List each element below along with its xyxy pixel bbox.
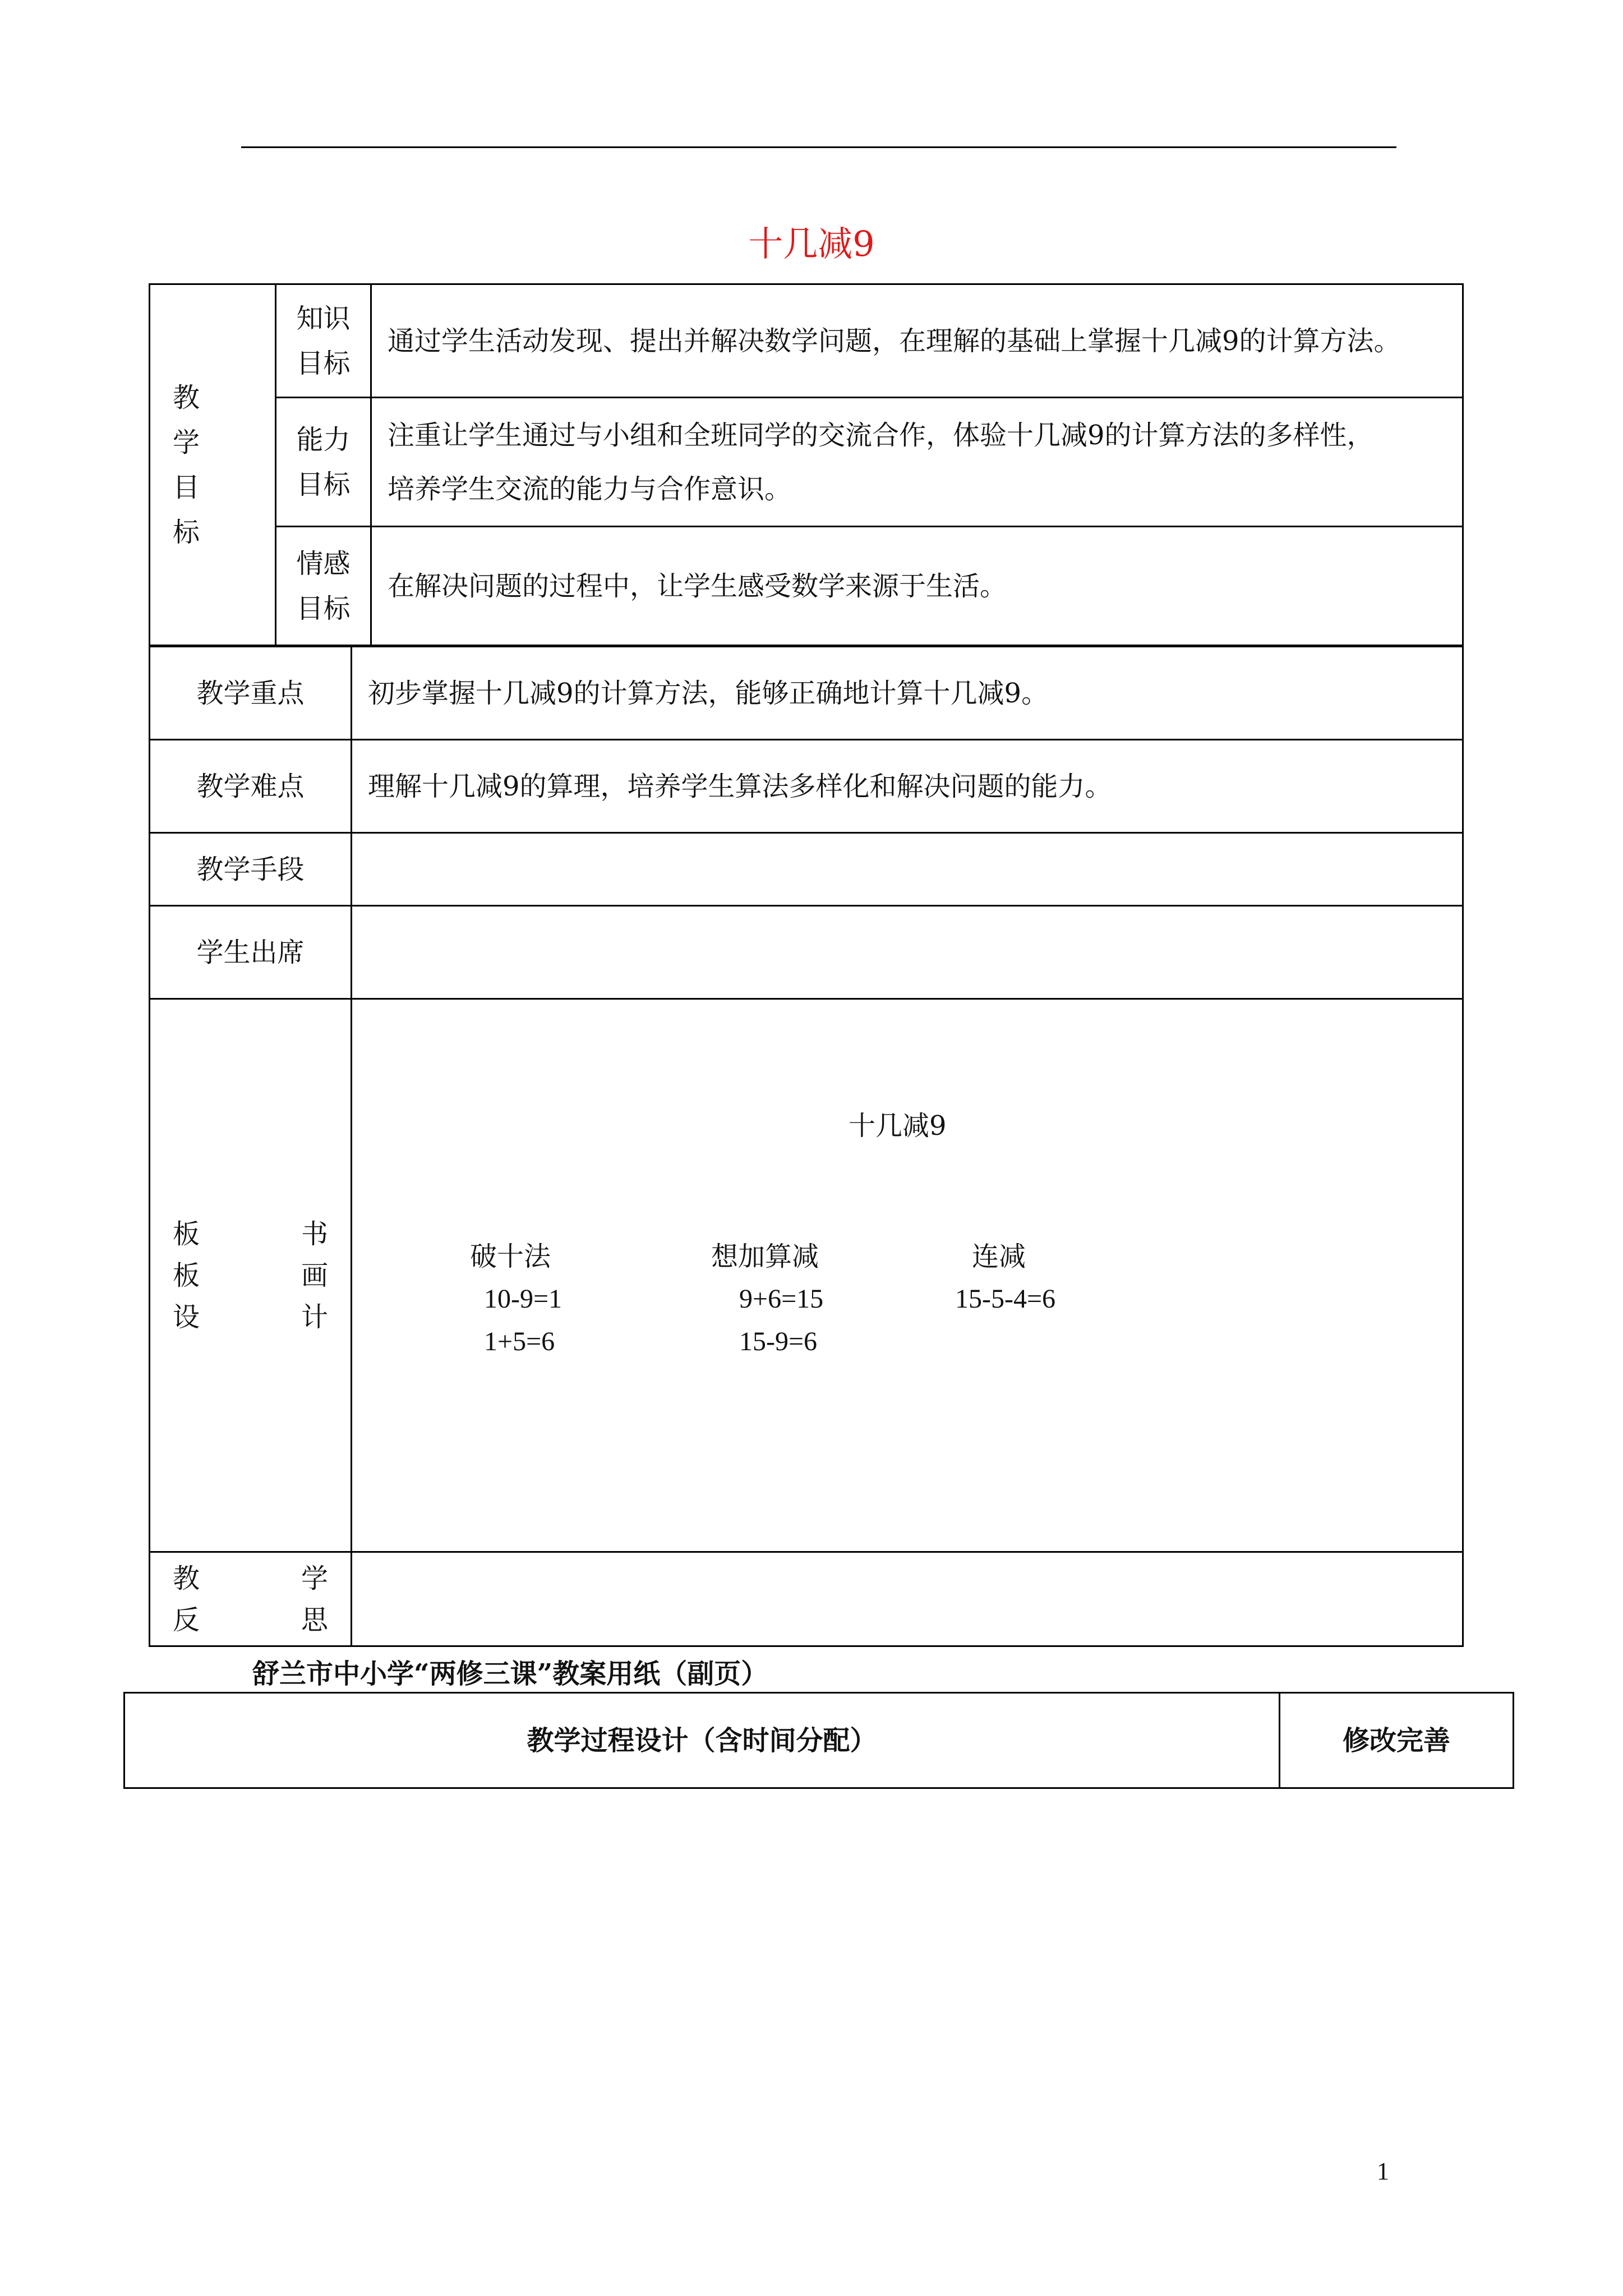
footer-note: 舒兰市中小学“两修三课”教案用纸（副页） [252, 1658, 768, 1690]
revision-header: 修改完善 [1280, 1693, 1514, 1788]
attendance-text [352, 906, 1463, 999]
objectives-label [150, 284, 276, 646]
ability-label-line1: 能力 [296, 424, 351, 455]
board-content [352, 999, 1463, 1552]
reflection-text [352, 1552, 1463, 1646]
board-label-2a: 板 [173, 1259, 200, 1291]
objectives-label-line2: 目 标 [173, 471, 227, 548]
method-name: 破十法 [470, 1241, 551, 1272]
page-title: 十几减9 [748, 223, 875, 264]
equation: 15-5-4=6 [955, 1284, 1056, 1314]
method-continuous-subtract [955, 1235, 1055, 1320]
board-label-3b: 计 [301, 1301, 328, 1333]
emotion-label [276, 527, 371, 646]
key-point-text: 初步掌握十几减9的计算方法，能够正确地计算十几减9。 [352, 647, 1463, 740]
board-label-2b: 画 [301, 1259, 328, 1291]
equation: 10-9=1 [484, 1284, 562, 1314]
teaching-means-text [352, 833, 1463, 906]
board-title: 十几减9 [849, 1110, 947, 1142]
attendance-label: 学生出席 [150, 906, 352, 999]
reflection-label-1b: 学 [301, 1562, 328, 1594]
objectives-table [149, 283, 1464, 646]
reflection-label-1a: 教 [173, 1562, 200, 1594]
objectives-label-line1: 教 学 [173, 381, 227, 458]
emotion-text: 在解决问题的过程中，让学生感受数学来源于生活。 [371, 527, 1463, 646]
equation: 9+6=15 [739, 1284, 824, 1314]
board-label-3a: 设 [173, 1301, 200, 1333]
reflection-label-2b: 思 [301, 1604, 328, 1636]
process-table [123, 1692, 1514, 1789]
ability-text-line1: 注重让学生通过与小组和全班同学的交流合作，体验十几减9的计算方法的多样性， [388, 419, 1374, 451]
knowledge-label-line1: 知识 [296, 302, 351, 334]
reflection-label [150, 1552, 352, 1646]
reflection-label-2a: 反 [173, 1604, 200, 1636]
process-design-header: 教学过程设计（含时间分配） [125, 1693, 1280, 1788]
board-label-1a: 板 [173, 1218, 200, 1250]
ability-label [276, 398, 371, 527]
method-add-to-subtract [711, 1235, 823, 1363]
lesson-table [149, 646, 1464, 1647]
difficulty-label: 教学难点 [150, 740, 352, 833]
ability-text [371, 398, 1463, 527]
equation: 1+5=6 [484, 1327, 555, 1356]
knowledge-label-line2: 目标 [296, 347, 351, 379]
ability-text-line2: 培养学生交流的能力与合作意识。 [388, 473, 792, 505]
header-rule [241, 146, 1396, 148]
board-label [150, 999, 352, 1552]
method-name: 连减 [972, 1241, 1026, 1272]
board-label-1b: 书 [301, 1218, 328, 1250]
method-name: 想加算减 [711, 1241, 819, 1272]
teaching-means-label: 教学手段 [150, 833, 352, 906]
equation: 15-9=6 [739, 1327, 818, 1356]
knowledge-text: 通过学生活动发现、提出并解决数学问题，在理解的基础上掌握十几减9的计算方法。 [371, 284, 1463, 398]
difficulty-text: 理解十几减9的算理，培养学生算法多样化和解决问题的能力。 [352, 740, 1463, 833]
emotion-label-line1: 情感 [296, 547, 351, 579]
emotion-label-line2: 目标 [296, 592, 351, 624]
ability-label-line2: 目标 [296, 468, 351, 500]
method-break-ten [470, 1235, 562, 1363]
knowledge-label [276, 284, 371, 398]
page-number: 1 [1377, 2157, 1389, 2185]
key-point-label: 教学重点 [150, 647, 352, 740]
